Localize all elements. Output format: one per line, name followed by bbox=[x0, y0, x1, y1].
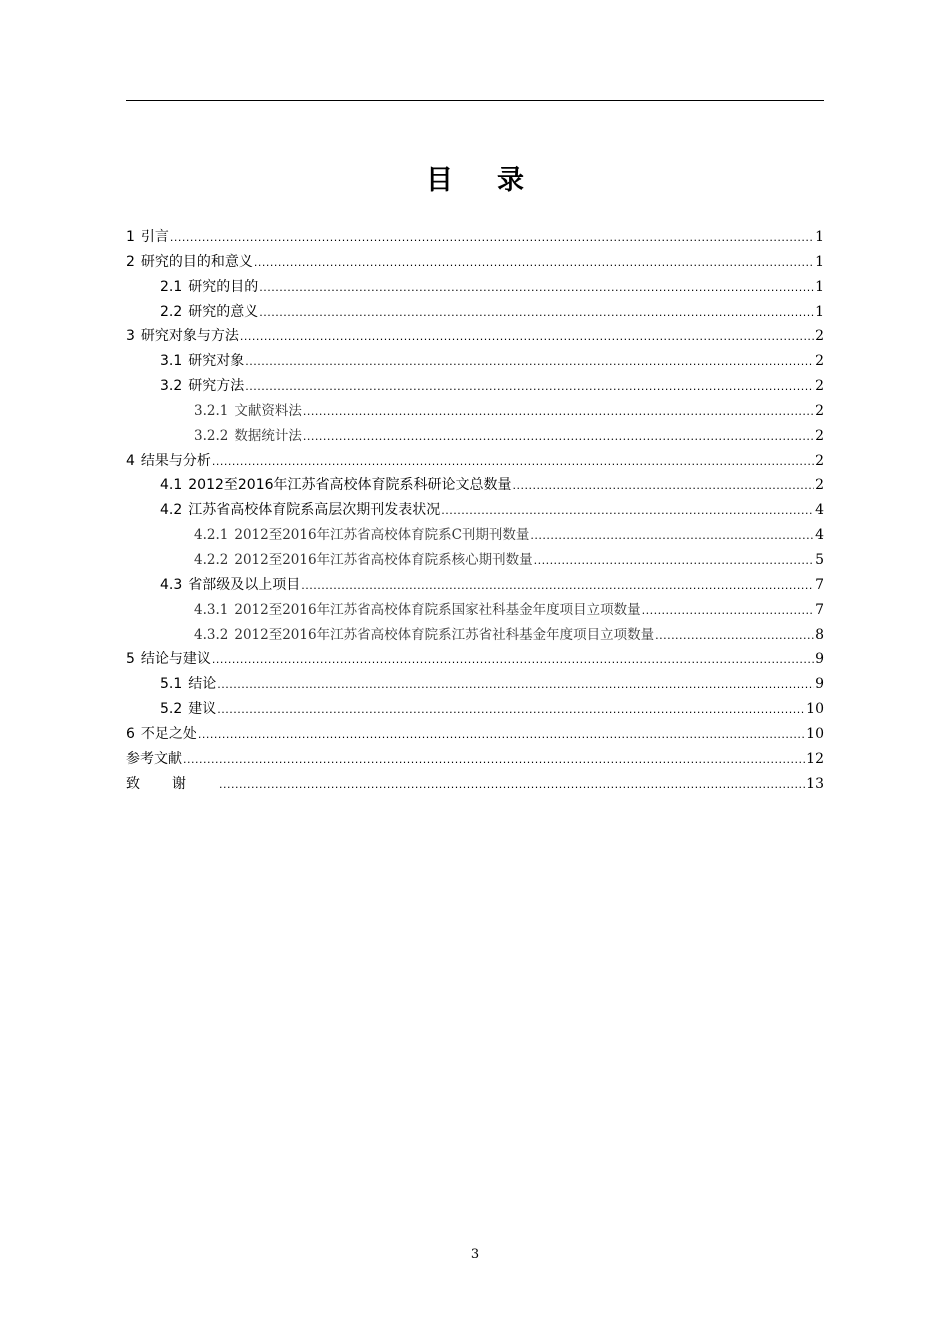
toc-entry-number: 3.2 bbox=[160, 378, 183, 395]
toc-entry-title: 研究对象 bbox=[188, 353, 245, 370]
toc-entry-title: 不足之处 bbox=[140, 725, 197, 742]
dot-leader bbox=[217, 697, 805, 722]
toc-entry-page: 2 bbox=[815, 452, 824, 469]
toc-entry-page: 9 bbox=[815, 676, 824, 693]
toc-entry-title: 致谢 bbox=[126, 775, 218, 792]
toc-entry-title: 2012至2016年江苏省高校体育院系江苏省社科基金年度项目立项数量 bbox=[234, 626, 655, 643]
toc-entry[interactable] bbox=[126, 473, 824, 498]
dot-leader bbox=[212, 449, 814, 474]
dot-leader bbox=[219, 772, 805, 797]
dot-leader bbox=[301, 573, 814, 598]
toc-entry-page: 1 bbox=[815, 278, 824, 295]
toc-entry-number: 5.2 bbox=[160, 701, 183, 718]
toc-entry-title: 2012至2016年江苏省高校体育院系核心期刊数量 bbox=[234, 551, 533, 568]
toc-entry-number: 3.1 bbox=[160, 353, 183, 370]
toc-entry[interactable] bbox=[126, 772, 824, 797]
toc-entry-title: 2012至2016年江苏省高校体育院系国家社科基金年度项目立项数量 bbox=[234, 601, 641, 618]
toc-entry[interactable] bbox=[126, 548, 824, 573]
toc-entry-title: 研究的目的 bbox=[188, 278, 259, 295]
toc-entry-title: 参考文献 bbox=[126, 750, 182, 767]
toc-entry[interactable] bbox=[126, 697, 824, 722]
toc-entry[interactable] bbox=[126, 225, 824, 250]
toc-entry-number: 2 bbox=[126, 253, 135, 270]
dot-leader bbox=[254, 250, 814, 275]
toc-entry[interactable] bbox=[126, 498, 824, 523]
toc-entry-page: 2 bbox=[815, 427, 824, 444]
dot-leader bbox=[303, 424, 814, 449]
toc-entry-number: 4.3.2 bbox=[194, 626, 229, 643]
toc-title: 目录 bbox=[426, 165, 568, 196]
toc-entry-page: 1 bbox=[815, 303, 824, 320]
toc-entry-number: 3.2.2 bbox=[194, 427, 229, 444]
toc-entry[interactable] bbox=[126, 523, 824, 548]
toc-entry-page: 2 bbox=[815, 353, 824, 370]
toc-entry[interactable] bbox=[126, 623, 824, 648]
toc-entry-page: 10 bbox=[806, 701, 824, 718]
toc-entry-title: 研究的意义 bbox=[188, 303, 259, 320]
toc-entry-page: 9 bbox=[815, 651, 824, 668]
dot-leader bbox=[259, 300, 814, 325]
page-number: 3 bbox=[470, 1247, 480, 1262]
toc-entry-number: 6 bbox=[126, 725, 135, 742]
dot-leader bbox=[259, 275, 814, 300]
toc-entry-title: 结论与建议 bbox=[140, 651, 211, 668]
toc-entry-number: 4 bbox=[126, 452, 135, 469]
toc-entry-title: 数据统计法 bbox=[234, 427, 302, 444]
toc-entry[interactable] bbox=[126, 747, 824, 772]
toc-entry-page: 4 bbox=[815, 527, 824, 544]
toc-entry[interactable] bbox=[126, 424, 824, 449]
dot-leader bbox=[245, 374, 814, 399]
toc-entry[interactable] bbox=[126, 573, 824, 598]
toc-entry-number: 4.2.2 bbox=[194, 551, 229, 568]
toc-entry-page: 1 bbox=[815, 229, 824, 245]
toc-entry-page: 7 bbox=[815, 601, 824, 618]
toc-entry-title: 2012至2016年江苏省高校体育院系科研论文总数量 bbox=[188, 477, 512, 494]
toc-entry-title: 结论 bbox=[188, 676, 217, 693]
toc-entry[interactable] bbox=[126, 449, 824, 474]
toc-entry-title: 文献资料法 bbox=[234, 402, 302, 419]
dot-leader bbox=[513, 473, 815, 498]
toc-entry-page: 2 bbox=[815, 477, 824, 494]
toc-entry-page: 10 bbox=[806, 725, 824, 742]
dot-leader bbox=[212, 647, 814, 672]
toc-entry-title: 研究方法 bbox=[188, 378, 245, 395]
toc-entry[interactable] bbox=[126, 722, 824, 747]
toc-entry-number: 5.1 bbox=[160, 676, 183, 693]
dot-leader bbox=[217, 672, 814, 697]
dot-leader bbox=[441, 498, 814, 523]
dot-leader bbox=[655, 623, 814, 648]
toc-entry-number: 4.1 bbox=[160, 477, 183, 494]
dot-leader bbox=[170, 225, 814, 250]
toc-entry-number: 4.3.1 bbox=[194, 601, 229, 618]
toc-entry-title: 江苏省高校体育院系高层次期刊发表状况 bbox=[188, 502, 441, 519]
toc-entry-page: 2 bbox=[815, 328, 824, 345]
toc-entry-page: 4 bbox=[815, 502, 824, 519]
dot-leader bbox=[534, 548, 815, 573]
toc-entry-number: 3.2.1 bbox=[194, 402, 229, 419]
toc-entry[interactable] bbox=[126, 324, 824, 349]
toc-entry[interactable] bbox=[126, 250, 824, 275]
toc-entry-page: 2 bbox=[815, 378, 824, 395]
toc-entry-number: 3 bbox=[126, 328, 135, 345]
toc-entry-title: 省部级及以上项目 bbox=[188, 576, 301, 593]
toc-entry-number: 2.1 bbox=[160, 278, 183, 295]
toc-entry-title: 2012至2016年江苏省高校体育院系C刊期刊数量 bbox=[234, 527, 530, 544]
toc-entry-number: 5 bbox=[126, 651, 135, 668]
toc-entry-title: 引言 bbox=[140, 229, 169, 245]
header-rule bbox=[126, 100, 824, 101]
toc-entry[interactable] bbox=[126, 300, 824, 325]
dot-leader bbox=[303, 399, 814, 424]
dot-leader bbox=[183, 747, 805, 772]
toc-entry-page: 13 bbox=[806, 775, 824, 792]
toc-entry-page: 1 bbox=[815, 253, 824, 270]
toc-entry-page: 2 bbox=[815, 402, 824, 419]
dot-leader bbox=[530, 523, 814, 548]
toc-entry[interactable] bbox=[126, 647, 824, 672]
toc-entry-page: 5 bbox=[815, 551, 824, 568]
toc-entry-title: 研究的目的和意义 bbox=[140, 253, 253, 270]
toc-entry-number: 1 bbox=[126, 229, 135, 245]
toc-entry-title: 研究对象与方法 bbox=[140, 328, 239, 345]
toc-entry-title: 结果与分析 bbox=[140, 452, 211, 469]
toc-entry-number: 2.2 bbox=[160, 303, 183, 320]
table-of-contents bbox=[126, 225, 824, 796]
toc-entry[interactable] bbox=[126, 672, 824, 697]
toc-entry-number: 4.2 bbox=[160, 502, 183, 519]
dot-leader bbox=[245, 349, 814, 374]
toc-entry[interactable] bbox=[126, 399, 824, 424]
toc-entry[interactable] bbox=[126, 598, 824, 623]
dot-leader bbox=[198, 722, 805, 747]
toc-entry-page: 12 bbox=[806, 750, 824, 767]
toc-entry-title: 建议 bbox=[188, 701, 217, 718]
dot-leader bbox=[642, 598, 815, 623]
toc-entry-page: 8 bbox=[815, 626, 824, 643]
toc-entry-number: 4.2.1 bbox=[194, 527, 229, 544]
toc-entry-number: 4.3 bbox=[160, 576, 183, 593]
toc-entry[interactable] bbox=[126, 349, 824, 374]
dot-leader bbox=[240, 324, 814, 349]
toc-entry-page: 7 bbox=[815, 576, 824, 593]
toc-entry[interactable] bbox=[126, 275, 824, 300]
toc-entry[interactable] bbox=[126, 374, 824, 399]
